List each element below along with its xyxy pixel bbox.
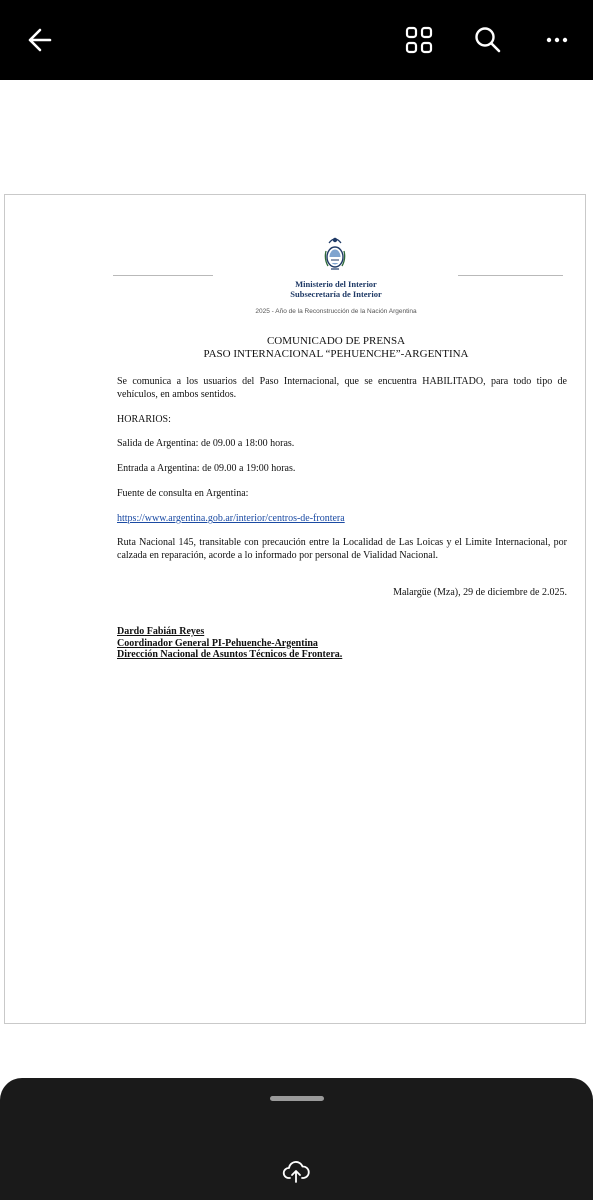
header-rule-right [458, 275, 563, 276]
upload-cloud-icon [281, 1156, 311, 1186]
year-motto: 2025 - Año de la Reconstrucción de la Nación Argentina [255, 308, 417, 315]
horarios-label: HORARIOS: [117, 414, 171, 425]
national-seal-icon [323, 235, 347, 273]
bottom-sheet [0, 1078, 593, 1200]
header-rule-left [113, 275, 213, 276]
signatory-office: Dirección Nacional de Asuntos Técnicos de Frontera. [117, 649, 343, 660]
ministry-line-1: Ministerio del Interior [295, 279, 377, 289]
press-release-heading [105, 335, 567, 361]
back-arrow-icon [16, 16, 64, 64]
top-toolbar [0, 0, 593, 80]
heading-line-2: PASO INTERNACIONAL “PEHUENCHE”-ARGENTINA [203, 348, 469, 360]
ministry-line-2: Subsecretaría de Interior [290, 289, 382, 299]
entry-schedule: Entrada a Argentina: de 09.00 a 19:00 horas. [117, 463, 296, 474]
place-date: Malargüe (Mza), 29 de diciembre de 2.025. [393, 587, 567, 598]
signatory-title: Coordinador General PI-Pehuenche-Argentina [117, 637, 318, 649]
ministry-name [235, 279, 437, 299]
exit-schedule: Salida de Argentina: de 09.00 a 18:00 horas. [117, 438, 295, 449]
grid-view-button[interactable] [395, 16, 443, 64]
signatory-name: Dardo Fabián Reyes [117, 626, 205, 637]
more-options-button[interactable] [534, 16, 582, 64]
search-icon [464, 16, 512, 64]
grid-icon [395, 16, 443, 64]
upload-button[interactable] [281, 1156, 311, 1186]
document-page [4, 194, 586, 1024]
more-icon [534, 16, 582, 64]
source-link-row [117, 513, 567, 526]
search-button[interactable] [464, 16, 512, 64]
drag-handle[interactable] [270, 1096, 324, 1101]
heading-line-1: COMUNICADO DE PRENSA [266, 335, 406, 347]
back-button[interactable] [16, 16, 64, 64]
signature-block [117, 626, 567, 661]
source-label: Fuente de consulta en Argentina: [117, 488, 249, 499]
intro-paragraph: Se comunica a los usuarios del Paso Internacional, que se encuentra HABILITADO, para todo tipo de vehículos, en ambos sentidos. [117, 376, 567, 400]
route-paragraph: Ruta Nacional 145, transitable con precaución entre la Localidad de Las Loicas y el Limite Internacional, por calzada en reparación, acorde a lo informado por personal de Vialidad Nacional. [117, 537, 567, 561]
source-link[interactable]: https://www.argentina.gob.ar/interior/centros-de-frontera [117, 513, 345, 524]
